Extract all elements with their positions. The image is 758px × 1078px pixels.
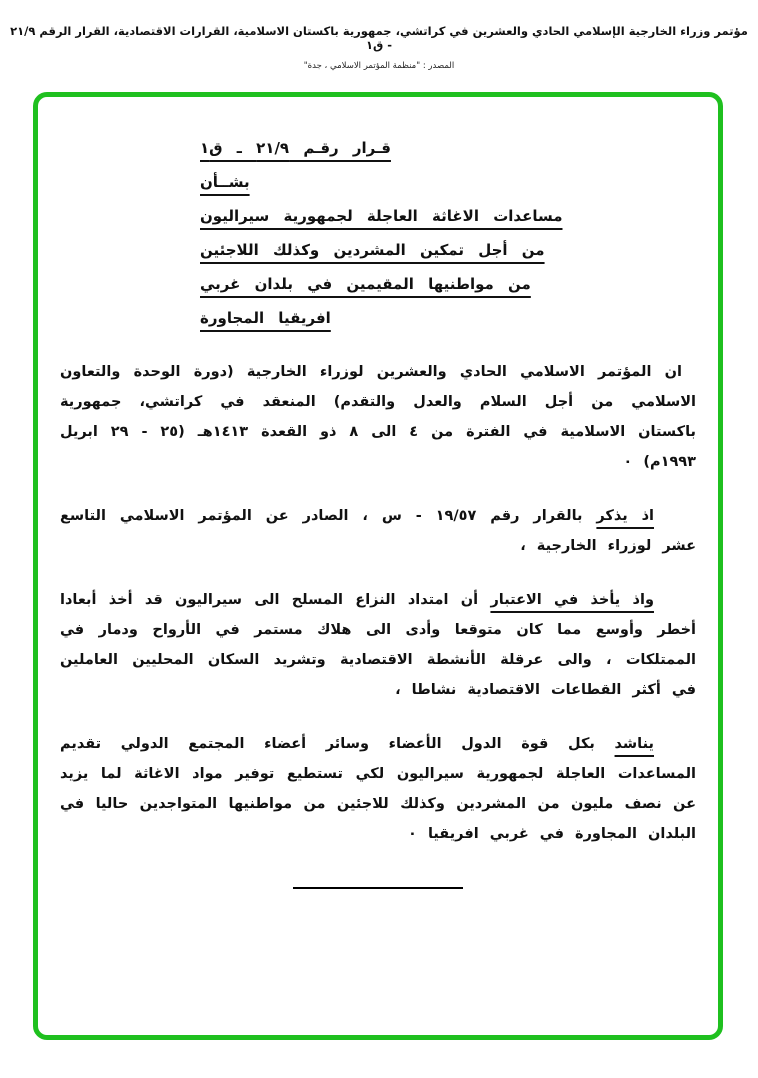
paragraph-appeal-text: بكل قوة الدول الأعضاء وسائر أعضاء المجتمع الدولي تقديم المساعدات العاجلة لجمهورية سيراليون لكي تستطيع توفير مواد الاغاثة لما يزيد عن نصف مليون من المشردين وكذلك للاجئين من مواطنيها المتواجدين حاليا في البلدان المجاورة في غربي افريقيا ٠ (60, 736, 696, 842)
resolution-subject-label (200, 165, 676, 199)
resolution-number-text: قـرار رقـم ٢١/٩ ـ ق١ (200, 139, 391, 157)
paragraph-recalling-text: بالقرار رقم ١٩/٥٧ - س ، الصادر عن المؤتمر الاسلامي التاسع عشر لوزراء الخارجية ، (60, 508, 696, 554)
resolution-title-line-3-text: من مواطنيها المقيمين في بلدان غربي (200, 275, 531, 293)
resolution-title-line-4-text: افريقيا المجاورة (200, 309, 331, 327)
resolution-title-block (60, 131, 696, 335)
scan-header (0, 24, 758, 71)
resolution-title-line-4 (200, 301, 676, 335)
resolution-title-line-1 (200, 199, 676, 233)
resolution-title-line-2-text: من أجل تمكين المشردين وكذلك اللاجئين (200, 241, 545, 259)
resolution-body (60, 357, 696, 849)
resolution-title-line-1-text: مساعدات الاغاثة العاجلة لجمهورية سيراليون (200, 207, 563, 225)
paragraph-preamble-text: ان المؤتمر الاسلامي الحادي والعشرين لوزراء الخارجية (دورة الوحدة والتعاون الاسلامي من أجل السلام والعدل والتقدم) المنعقد في كراتشي، جمهورية باكستان الاسلامية في الفترة من ٤ الى ٨ ذو القعدة ١٤١٣هـ (٢٥ - ٢٩ ابريل ١٩٩٣م) ٠ (60, 364, 696, 470)
paragraph-appeal-lead: يناشد (614, 736, 654, 752)
paragraph-considering (60, 585, 696, 705)
resolution-subject-label-text: بشــأن (200, 173, 250, 191)
scan-header-source: المصدر : "منظمة المؤتمر الاسلامي ، جدة" (303, 61, 455, 71)
scan-header-title: مؤتمر وزراء الخارجية الإسلامي الحادي والعشرين في كراتشي، جمهورية باكستان الاسلامية، القرارات الاقتصادية، القرار الرقم ٢١/٩ - ق١ (10, 24, 748, 52)
paragraph-appeal (60, 729, 696, 849)
paragraph-preamble (60, 357, 696, 477)
resolution-title-line-3 (200, 267, 676, 301)
green-border-frame (33, 92, 723, 1040)
resolution-title-line-2 (200, 233, 676, 267)
paragraph-recalling-lead: اذ يذكر (596, 508, 654, 524)
paragraph-considering-lead: واذ يأخذ في الاعتبار (490, 592, 654, 608)
paragraph-recalling (60, 501, 696, 561)
paragraph-considering-text: أن امتداد النزاع المسلح الى سيراليون قد أخذ أبعادا أخطر وأوسع مما كان متوقعا وأدى الى هلاك مستمر في الأرواح ودمار في الممتلكات ، والى عرقلة الأنشطة الاقتصادية وتشريد السكان المحليين العاملين في أكثر القطاعات الاقتصادية نشاطا ، (60, 592, 696, 698)
bottom-divider-rule (293, 887, 463, 889)
resolution-number-line (200, 131, 676, 165)
